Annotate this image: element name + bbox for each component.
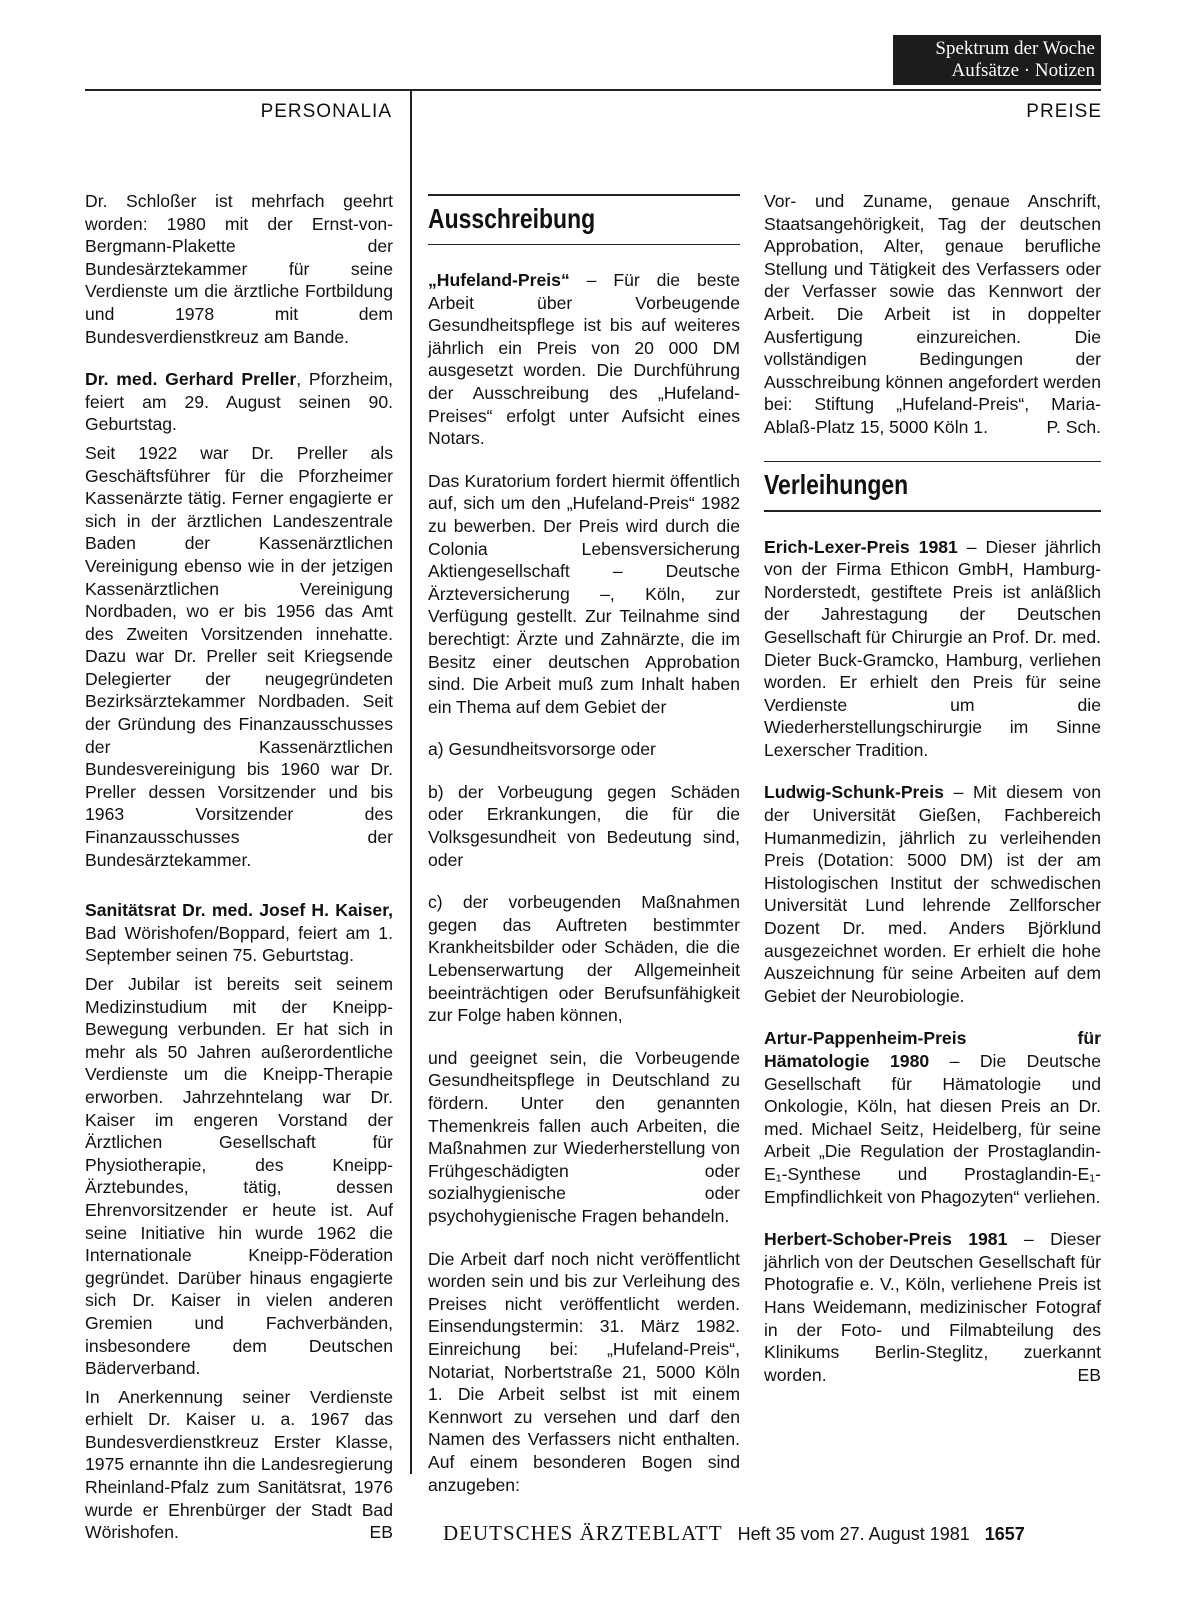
heading-rule-bottom [428, 244, 740, 246]
heading-rule-top [764, 461, 1101, 463]
column-preise [764, 190, 1101, 1406]
paragraph: Dr. Schloßer ist mehrfach geehrt worden: 1980 mit der Ernst-von-Bergmann-Plakette der Bundesärztekammer für seine Verdienste um die ärztliche Fortbildung und 1978 mit dem Bundesverdienstkreuz am Bande. [85, 191, 393, 347]
paragraph: Artur-Pappenheim-Preis für Hämatologie 1980 – Die Deutsche Gesellschaft für Hämatologie und Onkologie, Köln, hat diesen Preis an Dr. med. Michael Seitz, Heidelberg, für seine Arbeit „Die Regulation der Prostaglandin-E₁-Synthese und Prostaglandin-E₁-Empfindlichkeit von Phagozyten“ verliehen. [764, 1028, 1101, 1207]
heading-verleihungen: Verleihungen [764, 469, 909, 501]
paragraph: Das Kuratorium fordert hiermit öffentlich auf, sich um den „Hufeland-Preis“ 1982 zu bewerben. Der Preis wird durch die Colonia Lebensversicherung Aktiengesellschaft – Deutsche Ärzteversicherung –, Köln, zur Verfügung gestellt. Zur Teilnahme sind berechtigt: Ärzte und Zahnärzte, die im Besitz einer deutschen Approbation sind. Die Arbeit muß zum Inhalt haben ein Thema auf dem Gebiet der [428, 470, 740, 717]
column-divider [410, 89, 412, 1474]
paragraph: Erich-Lexer-Preis 1981 – Dieser jährlich von der Firma Ethicon GmbH, Hamburg-Norderstedt, gestiftete Preis ist anläßlich der Jahrestagung der Deutschen Gesellschaft für Chirurgie an Prof. Dr. med. Dieter Buck-Gramcko, Hamburg, verliehen worden. Er erhielt den Preis für seine Verdienste um die Wiederherstellungschirurgie im Sinne Lexerscher Tradition. [764, 536, 1101, 760]
paragraph: und geeignet sein, die Vorbeugende Gesundheitspflege in Deutschland zu fördern. Unter den genannten Themenkreis fallen auch Arbeiten, die Maßnahmen zur Wiederherstellung von Frühgeschädigten oder sozialhygienische oder psychohygienische Fragen behandeln. [428, 1047, 740, 1226]
paragraph: In Anerkennung seiner Verdienste erhielt Dr. Kaiser u. a. 1967 das Bundesverdienstkreuz Erster Klasse, 1975 ernannte ihn die Landesregierung Rheinland-Pfalz zum Sanitätsrat, 1976 wurde er Ehrenbürger der Stadt Bad Wörishofen. EB [85, 1386, 393, 1543]
paragraph: Sanitätsrat Dr. med. Josef H. Kaiser, Bad Wörishofen/Boppard, feiert am 1. September seinen 75. Geburtstag. [85, 900, 393, 966]
paragraph: Vor- und Zuname, genaue Anschrift, Staatsangehörigkeit, Tag der deutschen Approbation, Alter, genaue berufliche Stellung und Tätigkeit des Verfassers oder der Verfasser sowie das Kennwort der Arbeit. Die Arbeit ist in doppelter Ausfertigung einzureichen. Die vollständigen Bedingungen der Ausschreibung können angefordert werden bei: Stiftung „Hufeland-Preis“, Maria-Ablaß-Platz 15, 5000 Köln 1. P. Sch. [764, 191, 1101, 437]
column-ausschreibung [428, 194, 740, 1516]
paragraph: Seit 1922 war Dr. Preller als Geschäftsführer für die Pforzheimer Kassenärzte tätig. Ferner engagierte er sich in der ärztlichen Landeszentrale Baden der Kassenärztlichen Vereinigung ebenso wie in der jetzigen Kassenärztlichen Vereinigung Nordbaden, wo er bis 1956 das Amt des Zweiten Vorsitzenden innehatte. Dazu war Dr. Preller seit Kriegsende Delegierter der neugegründeten Bezirksärztekammer Nordbaden. Seit der Gründung des Finanzausschusses der Kassenärztlichen Bundesvereinigung bis 1960 war Dr. Preller dessen Vorsitzender und bis 1963 Vorsitzender des Finanzausschusses der Bundesärztekammer. [85, 442, 393, 870]
section-header-box [893, 35, 1101, 85]
paragraph: Dr. med. Gerhard Preller, Pforzheim, feiert am 29. August seinen 90. Geburtstag. [85, 369, 393, 435]
author-signature: EB [1077, 1364, 1101, 1385]
header-line1: Spektrum der Woche [935, 38, 1095, 59]
prize-name: Artur-Pappenheim-Preis für Hämatologie 1980 [764, 1028, 1101, 1071]
list-item-c: c) der vorbeugenden Maßnahmen gegen das Auftreten bestimmter Krankheitsbilder oder Schäden, die die Lebenserwartung der Allgemeinheit beeinträchtigen oder Berufsunfähigkeit zur Folge haben können, [428, 892, 740, 1026]
heading-rule-bottom [764, 510, 1101, 512]
page-number: 1657 [984, 1524, 1025, 1544]
section-label-preise: PREISE [1026, 101, 1102, 122]
page-footer [443, 1521, 1025, 1546]
author-signature: P. Sch. [1046, 416, 1101, 437]
paragraph: „Hufeland-Preis“ – Für die beste Arbeit über Vorbeugende Gesundheitspflege ist bis auf weiteres jährlich ein Preis von 20 000 DM ausgesetzt worden. Die Durchführung der Ausschreibung des „Hufeland-Preises“ erfolgt unter Aufsicht eines Notars. [428, 270, 740, 449]
prize-name: Ludwig-Schunk-Preis [764, 782, 944, 803]
top-rule [85, 89, 1101, 91]
header-line2: Aufsätze · Notizen [951, 60, 1095, 81]
paragraph: Ludwig-Schunk-Preis – Mit diesem von der Universität Gießen, Fachbereich Humanmedizin, jährlich zu verleihenden Preis (Dotation: 5000 DM) ist der am Histologischen Institut der schwedischen Universität Lund lehrende Zellforscher Dozent Dr. med. Anders Björklund ausgezeichnet worden. Er erhielt die hohe Auszeichnung für seine Arbeiten auf dem Gebiet der Neurobiologie. [764, 782, 1101, 1006]
column-personalia [85, 190, 393, 1564]
list-item-a: a) Gesundheitsvorsorge oder [428, 739, 656, 760]
paragraph: Die Arbeit darf noch nicht veröffentlicht worden sein und bis zur Verleihung des Preises nicht veröffentlicht werden. Einsendungstermin: 31. März 1982. Einreichung bei: „Hufeland-Preis“, Notariat, Norbertstraße 21, 5000 Köln 1. Die Arbeit selbst ist mit einem Kennwort zu versehen und darf den Namen des Verfassers nicht enthalten. Auf einem besonderen Bogen sind anzugeben: [428, 1248, 740, 1495]
prize-name: Erich-Lexer-Preis 1981 [764, 536, 958, 557]
section-label-personalia: PERSONALIA [260, 101, 392, 122]
paragraph: Herbert-Schober-Preis 1981 – Dieser jährlich von der Deutschen Gesellschaft für Photografie e. V., Köln, verliehene Preis ist Hans Weidemann, medizinischer Fotograf in der Foto- und Filmabteilung des Klinikums Berlin-Steglitz, zuerkannt worden. EB [764, 1229, 1101, 1385]
person-name: Dr. med. Gerhard Preller [85, 369, 297, 390]
heading-ausschreibung: Ausschreibung [428, 202, 596, 234]
prize-name: Herbert-Schober-Preis 1981 [764, 1229, 1008, 1250]
author-signature: EB [369, 1522, 393, 1543]
prize-name: „Hufeland-Preis“ [428, 270, 570, 290]
journal-title: DEUTSCHES ÄRZTEBLATT [443, 1521, 723, 1545]
list-item-b: b) der Vorbeugung gegen Schäden oder Erkrankungen, die für die Volksgesundheit von Bedeutung sind, oder [428, 781, 740, 870]
issue-info: Heft 35 vom 27. August 1981 [737, 1524, 970, 1544]
paragraph: Der Jubilar ist bereits seit seinem Medizinstudium mit der Kneipp-Bewegung verbunden. Er hat sich in mehr als 50 Jahren außerordentliche Verdienste um die Kneipp-Therapie erworben. Jahrzehntelang war Dr. Kaiser im engeren Vorstand der Ärztlichen Gesellschaft für Physiotherapie, des Kneipp-Ärztebundes, tätig, dessen Ehrenvorsitzender er heute ist. Auf seine Initiative hin wurde 1962 die Internationale Kneipp-Föderation gegründet. Darüber hinaus engagierte sich Dr. Kaiser in vielen anderen Gremien und Fachverbänden, insbesondere dem Deutschen Bäderverband. [85, 974, 393, 1379]
person-name: Sanitätsrat Dr. med. Josef H. Kaiser, [85, 900, 393, 921]
heading-rule-top [428, 194, 740, 196]
